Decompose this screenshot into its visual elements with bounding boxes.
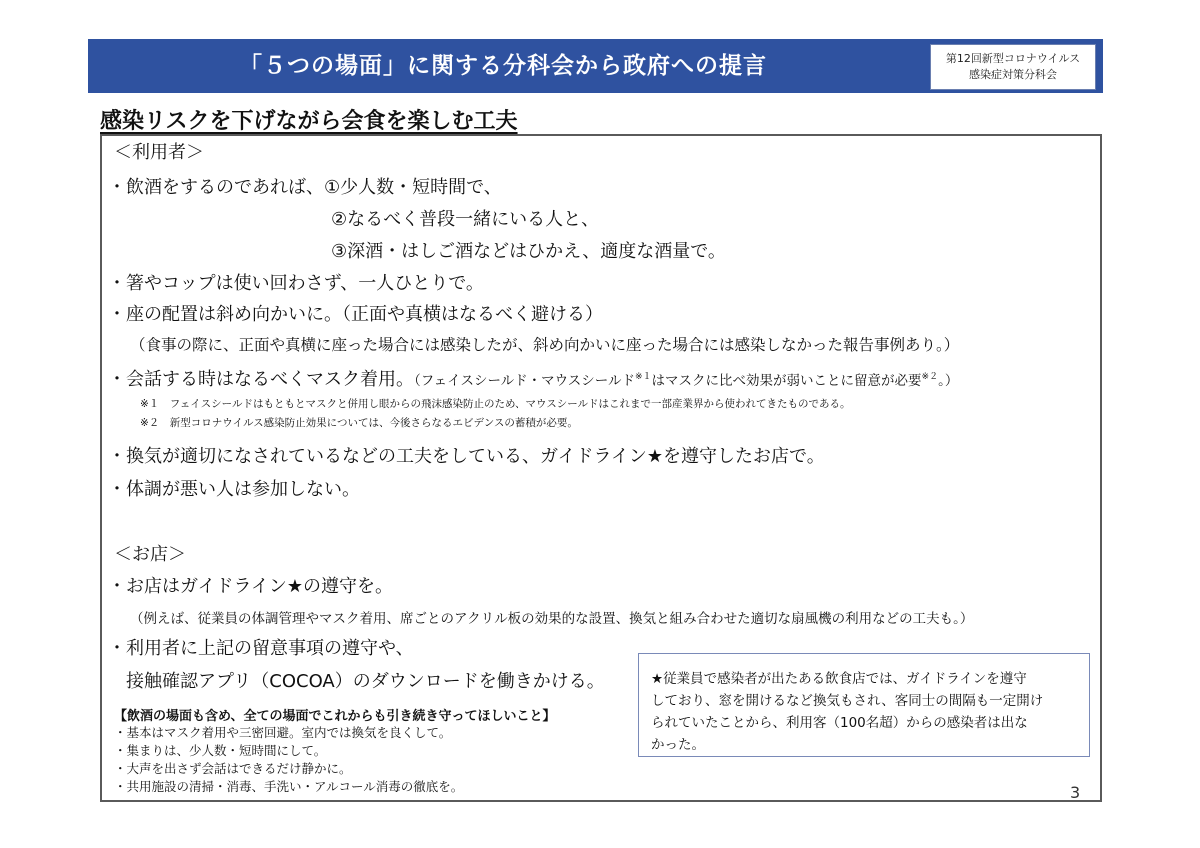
shop-guideline-note: （例えば、従業員の体調管理やマスク着用、席ごとのアクリル板の効果的な設置、換気と組み合わせた適切な扇風機の利用などの工夫も。）: [130, 611, 974, 627]
page-title: 「５つの場面」に関する分科会から政府への提言: [239, 53, 767, 79]
list-item: ・集まりは、少人数・短時間にして。: [114, 743, 327, 758]
shop-users-line-2: 接触確認アプリ（COCOA）のダウンロードを働きかける。: [126, 671, 605, 692]
shop-users-line-1: ・利用者に上記の留意事項の遵守や、: [108, 638, 414, 659]
unwell-line: ・体調が悪い人は参加しない。: [108, 479, 360, 500]
footnote-ref-2: ※２: [921, 372, 939, 382]
seating-line: ・座の配置は斜め向かいに。（正面や真横はなるべく避ける）: [108, 304, 603, 325]
mask-paren-b: はマスクに比べ効果が弱いことに留意が必要: [651, 373, 922, 389]
footnote-ref-1: ※１: [635, 372, 652, 382]
mask-paren-a: （フェイスシールド・マウスシールド: [414, 373, 635, 389]
note-line-2: しており、窓を開けるなど換気もされ、客同士の間隔も一定開け: [651, 693, 1044, 709]
section-subtitle: 感染リスクを下げながら会食を楽しむ工夫: [100, 109, 518, 134]
list-item: ・共用施設の清掃・消毒、手洗い・アルコール消毒の徹底を。: [114, 779, 464, 794]
always-keep-heading: 【飲酒の場面も含め、全ての場面でこれからも引き続き守ってほしいこと】: [114, 709, 556, 724]
users-heading: ＜利用者＞: [114, 142, 204, 163]
organization-line-1: 第12回新型コロナウイルス: [945, 52, 1081, 65]
footnote-2: ※２ 新型コロナウイルス感染防止効果については、今後さらなるエビデンスの蓄積が必要。: [140, 417, 578, 429]
chopsticks-line: ・箸やコップは使い回わさず、一人ひとりで。: [108, 273, 484, 294]
ventilation-line: ・換気が適切になされているなどの工夫をしている、ガイドライン★を遵守したお店で。: [108, 446, 825, 467]
guideline-note-box: [638, 653, 1090, 757]
note-line-3: られていたことから、利用客（100名超）からの感染者は出な: [651, 715, 1028, 731]
drinking-lead-line: ・飲酒をするのであれば、①少人数・短時間で、: [108, 177, 502, 198]
page-number: 3: [1070, 783, 1081, 802]
shops-heading: ＜お店＞: [114, 544, 186, 565]
mask-paren-c: 。）: [938, 373, 959, 389]
note-line-1: ★従業員で感染者が出たある飲食店では、ガイドラインを遵守: [651, 671, 1027, 687]
footnote-1: ※１ フェイスシールドはもともとマスクと併用し眼からの飛沫感染防止のため、マウスシールドはこれまで一部産業界から使われてきたものである。: [140, 398, 851, 410]
mask-line: [108, 365, 958, 391]
note-line-4: かった。: [651, 737, 705, 753]
shop-guideline-line: ・お店はガイドライン★の遵守を。: [108, 576, 394, 597]
list-item: ・大声を出さず会話はできるだけ静かに。: [114, 761, 352, 776]
drinking-item-2: ②なるべく普段一緒にいる人と、: [331, 209, 600, 230]
list-item: ・基本はマスク着用や三密回避。室内では換気を良くして。: [114, 725, 452, 740]
drinking-item-3: ③深酒・はしご酒などはひかえ、適度な酒量で。: [331, 241, 726, 262]
seating-note: （食事の際に、正面や真横に座った場合には感染したが、斜め向かいに座った場合には感染しなかった報告事例あり。）: [130, 336, 960, 354]
mask-main-text: ・会話する時はなるべくマスク着用。: [108, 369, 414, 390]
organization-line-2: 感染症対策分科会: [969, 68, 1057, 81]
organization-box: [930, 44, 1096, 90]
